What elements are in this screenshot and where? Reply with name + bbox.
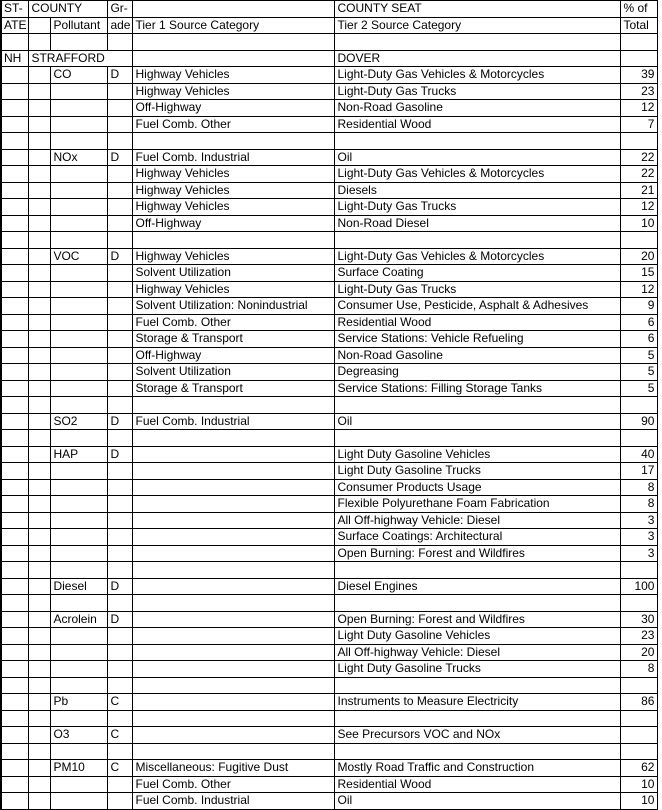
tier1-cell: Off-Highway: [133, 215, 335, 232]
table-row: [1, 215, 658, 232]
header-state-2: ATE: [1, 17, 29, 34]
table-row: [1, 364, 658, 381]
pollutant-cell: CO: [51, 67, 108, 84]
tier2-cell: Mostly Road Traffic and Construction: [335, 760, 621, 777]
pollutant-cell: SO2: [51, 413, 108, 430]
tier1-cell: Solvent Utilization: Nonindustrial: [133, 298, 335, 315]
tier1-cell: Solvent Utilization: [133, 265, 335, 282]
tier2-cell: Instruments to Measure Electricity: [335, 694, 621, 711]
pct-cell: 10: [621, 793, 658, 810]
tier2-cell: Residential Wood: [335, 776, 621, 793]
tier2-cell: Oil: [335, 793, 621, 810]
grade-cell: C: [108, 760, 133, 777]
tier2-cell: Oil: [335, 413, 621, 430]
table-row: [1, 331, 658, 348]
table-row: [1, 199, 658, 216]
pct-cell: 5: [621, 380, 658, 397]
table-row: [1, 83, 658, 100]
grade-cell: D: [108, 446, 133, 463]
tier2-cell: Non-Road Gasoline: [335, 100, 621, 117]
tier2-cell: Consumer Use, Pesticide, Asphalt & Adhesives: [335, 298, 621, 315]
table-row: [1, 100, 658, 117]
grade-cell: D: [108, 149, 133, 166]
tier1-cell: Fuel Comb. Other: [133, 116, 335, 133]
table-row: [1, 314, 658, 331]
grade-cell: D: [108, 578, 133, 595]
tier1-cell: Solvent Utilization: [133, 364, 335, 381]
pct-cell: 10: [621, 776, 658, 793]
pct-cell: 22: [621, 149, 658, 166]
table-row: [1, 166, 658, 183]
pct-cell: 22: [621, 166, 658, 183]
pct-cell: 6: [621, 331, 658, 348]
grade-cell: C: [108, 727, 133, 744]
pct-cell: [621, 727, 658, 744]
table-row: [1, 298, 658, 315]
tier1-cell: [133, 463, 335, 480]
tier1-cell: Highway Vehicles: [133, 67, 335, 84]
pct-cell: 39: [621, 67, 658, 84]
pct-cell: 6: [621, 314, 658, 331]
tier2-cell: All Off-highway Vehicle: Diesel: [335, 644, 621, 661]
tier1-cell: [133, 694, 335, 711]
pct-cell: 12: [621, 281, 658, 298]
header-row-2: [1, 17, 658, 34]
tier1-cell: [133, 479, 335, 496]
pct-cell: 9: [621, 298, 658, 315]
tier1-cell: Highway Vehicles: [133, 281, 335, 298]
tier1-cell: [133, 446, 335, 463]
tier2-cell: Surface Coating: [335, 265, 621, 282]
spacer-row: [1, 397, 658, 414]
location-row: [1, 50, 658, 67]
pollutant-cell: Diesel: [51, 578, 108, 595]
pct-cell: 21: [621, 182, 658, 199]
spacer-row: [1, 430, 658, 447]
table-row: [1, 578, 658, 595]
table-row: [1, 463, 658, 480]
pollutant-cell: Pb: [51, 694, 108, 711]
table-row: [1, 776, 658, 793]
tier1-cell: Highway Vehicles: [133, 199, 335, 216]
pct-cell: 86: [621, 694, 658, 711]
pct-cell: 8: [621, 496, 658, 513]
table-row: [1, 248, 658, 265]
tier2-cell: Diesels: [335, 182, 621, 199]
tier2-cell: Surface Coatings: Architectural: [335, 529, 621, 546]
tier2-cell: Non-Road Gasoline: [335, 347, 621, 364]
tier2-cell: Light-Duty Gas Trucks: [335, 83, 621, 100]
spacer-row: [1, 743, 658, 760]
pct-cell: 100: [621, 578, 658, 595]
tier1-cell: Miscellaneous: Fugitive Dust: [133, 760, 335, 777]
tier1-cell: Off-Highway: [133, 100, 335, 117]
tier2-cell: See Precursors VOC and NOx: [335, 727, 621, 744]
header-county-seat: COUNTY SEAT: [335, 1, 621, 18]
header-tier2: Tier 2 Source Category: [335, 17, 621, 34]
table-row: [1, 760, 658, 777]
tier2-cell: Oil: [335, 149, 621, 166]
table-row: [1, 347, 658, 364]
tier2-cell: Light Duty Gasoline Trucks: [335, 463, 621, 480]
header-blank: [29, 17, 51, 34]
grade-cell: D: [108, 611, 133, 628]
pct-cell: 23: [621, 628, 658, 645]
pollutant-cell: HAP: [51, 446, 108, 463]
table-row: [1, 281, 658, 298]
pct-cell: 17: [621, 463, 658, 480]
tier2-cell: Light-Duty Gas Trucks: [335, 281, 621, 298]
tier1-cell: [133, 512, 335, 529]
pct-cell: 8: [621, 479, 658, 496]
tier2-cell: Consumer Products Usage: [335, 479, 621, 496]
pollutant-cell: Acrolein: [51, 611, 108, 628]
pct-cell: 12: [621, 199, 658, 216]
tier1-cell: [133, 628, 335, 645]
pct-cell: 3: [621, 529, 658, 546]
spacer-row: [1, 133, 658, 150]
table-row: [1, 512, 658, 529]
pct-cell: 20: [621, 248, 658, 265]
tier1-cell: Fuel Comb. Industrial: [133, 149, 335, 166]
table-row: [1, 446, 658, 463]
pct-cell: 5: [621, 347, 658, 364]
table-row: [1, 727, 658, 744]
table-row: [1, 380, 658, 397]
table-row: [1, 529, 658, 546]
table-row: [1, 793, 658, 810]
tier2-cell: Open Burning: Forest and Wildfires: [335, 611, 621, 628]
tier2-cell: Service Stations: Filling Storage Tanks: [335, 380, 621, 397]
tier1-cell: Highway Vehicles: [133, 248, 335, 265]
table-row: [1, 545, 658, 562]
tier1-cell: Storage & Transport: [133, 331, 335, 348]
tier1-cell: [133, 661, 335, 678]
state-cell: NH: [1, 50, 29, 67]
pct-cell: 5: [621, 364, 658, 381]
pct-cell: 10: [621, 215, 658, 232]
tier1-cell: Highway Vehicles: [133, 166, 335, 183]
tier2-cell: Light-Duty Gas Trucks: [335, 199, 621, 216]
tier1-cell: [133, 611, 335, 628]
table-row: [1, 149, 658, 166]
pct-cell: 90: [621, 413, 658, 430]
grade-cell: D: [108, 67, 133, 84]
header-grade-2: ade: [108, 17, 133, 34]
tier1-cell: [133, 545, 335, 562]
spacer-row: [1, 710, 658, 727]
table-row: [1, 265, 658, 282]
pct-cell: 20: [621, 644, 658, 661]
pollutant-cell: O3: [51, 727, 108, 744]
spacer-row: [1, 34, 658, 51]
header-pct-2: Total: [621, 17, 658, 34]
header-pct-1: % of: [621, 1, 658, 18]
table-row: [1, 644, 658, 661]
header-tier1: Tier 1 Source Category: [133, 17, 335, 34]
tier1-cell: Fuel Comb. Other: [133, 314, 335, 331]
county-seat-cell: DOVER: [335, 50, 621, 67]
table-row: [1, 628, 658, 645]
pct-cell: 7: [621, 116, 658, 133]
tier1-cell: Storage & Transport: [133, 380, 335, 397]
pct-cell: 15: [621, 265, 658, 282]
tier2-cell: All Off-highway Vehicle: Diesel: [335, 512, 621, 529]
pct-cell: 62: [621, 760, 658, 777]
spacer-row: [1, 595, 658, 612]
tier2-cell: Open Burning: Forest and Wildfires: [335, 545, 621, 562]
grade-cell: D: [108, 413, 133, 430]
table-row: [1, 479, 658, 496]
pollutant-cell: VOC: [51, 248, 108, 265]
tier2-cell: Degreasing: [335, 364, 621, 381]
tier2-cell: Diesel Engines: [335, 578, 621, 595]
header-grade-1: Gr-: [108, 1, 133, 18]
tier1-cell: Off-Highway: [133, 347, 335, 364]
tier1-cell: [133, 496, 335, 513]
pollutant-cell: NOx: [51, 149, 108, 166]
tier2-cell: Residential Wood: [335, 116, 621, 133]
pct-cell: 23: [621, 83, 658, 100]
table-row: [1, 661, 658, 678]
grade-cell: D: [108, 248, 133, 265]
tier2-cell: Light Duty Gasoline Vehicles: [335, 446, 621, 463]
header-tier1-blank: [133, 1, 335, 18]
header-pollutant: Pollutant: [51, 17, 108, 34]
pollutant-cell: PM10: [51, 760, 108, 777]
tier1-cell: [133, 529, 335, 546]
tier2-cell: Service Stations: Vehicle Refueling: [335, 331, 621, 348]
table-row: [1, 611, 658, 628]
tier2-cell: Light-Duty Gas Vehicles & Motorcycles: [335, 248, 621, 265]
tier2-cell: Light-Duty Gas Vehicles & Motorcycles: [335, 166, 621, 183]
tier2-cell: Flexible Polyurethane Foam Fabrication: [335, 496, 621, 513]
table-row: [1, 116, 658, 133]
table-row: [1, 67, 658, 84]
table-row: [1, 413, 658, 430]
grade-cell: C: [108, 694, 133, 711]
header-row-1: [1, 1, 658, 18]
spacer-row: [1, 232, 658, 249]
tier1-cell: [133, 644, 335, 661]
spacer-row: [1, 677, 658, 694]
tier1-cell: Fuel Comb. Industrial: [133, 413, 335, 430]
pct-cell: 8: [621, 661, 658, 678]
header-county: COUNTY: [29, 1, 108, 18]
table-row: [1, 496, 658, 513]
header-state-1: ST-: [1, 1, 29, 18]
pct-cell: 3: [621, 512, 658, 529]
tier2-cell: Non-Road Diesel: [335, 215, 621, 232]
tier1-cell: Highway Vehicles: [133, 182, 335, 199]
pct-cell: 30: [621, 611, 658, 628]
tier2-cell: Light-Duty Gas Vehicles & Motorcycles: [335, 67, 621, 84]
tier1-cell: Fuel Comb. Industrial: [133, 793, 335, 810]
pct-cell: 3: [621, 545, 658, 562]
tier1-cell: [133, 578, 335, 595]
county-cell: STRAFFORD: [29, 50, 108, 67]
tier2-cell: Light Duty Gasoline Vehicles: [335, 628, 621, 645]
tier2-cell: Light Duty Gasoline Trucks: [335, 661, 621, 678]
pct-cell: 12: [621, 100, 658, 117]
pct-cell: 40: [621, 446, 658, 463]
tier1-cell: Highway Vehicles: [133, 83, 335, 100]
tier1-cell: Fuel Comb. Other: [133, 776, 335, 793]
table-row: [1, 182, 658, 199]
tier1-cell: [133, 727, 335, 744]
tier2-cell: Residential Wood: [335, 314, 621, 331]
spacer-row: [1, 562, 658, 579]
table-row: [1, 694, 658, 711]
